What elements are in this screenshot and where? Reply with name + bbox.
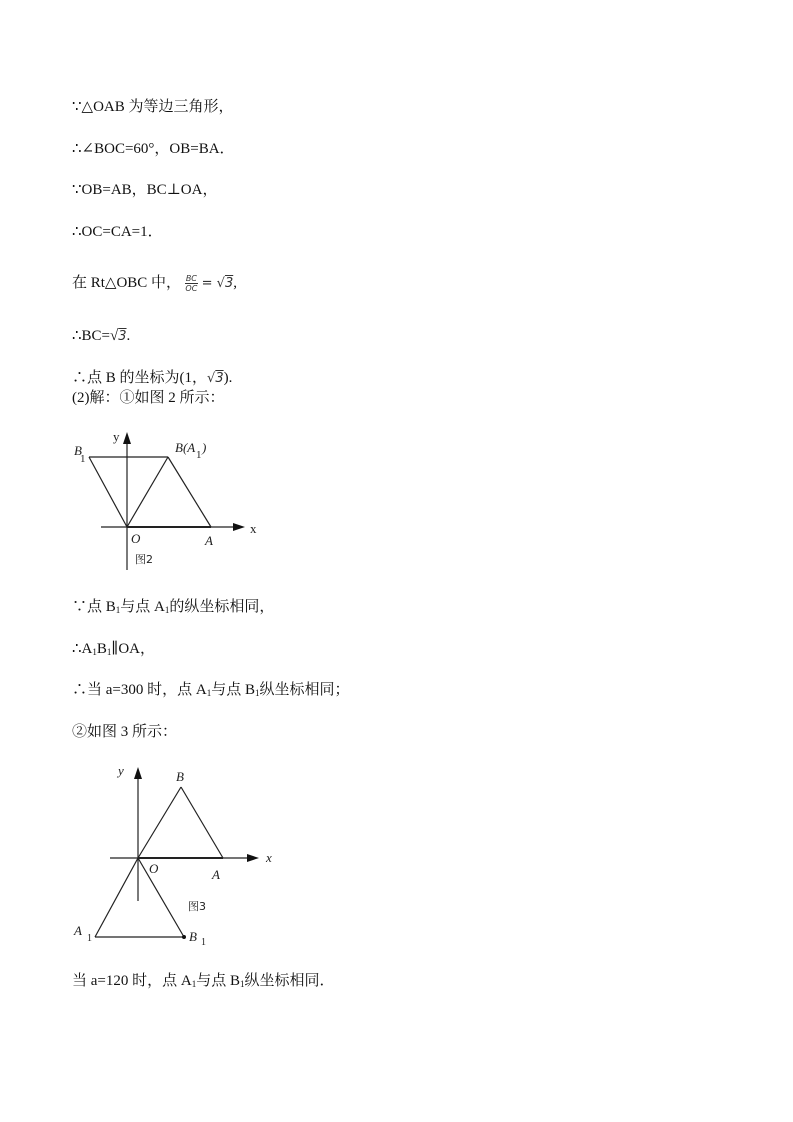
label-b-a1: B(A	[175, 440, 196, 455]
text: ∴BC=√	[72, 328, 119, 344]
segment-o-a1	[95, 858, 138, 937]
radicand: 3	[215, 371, 224, 386]
text: 与点 B	[196, 973, 240, 989]
text: 纵坐标相同．	[244, 973, 335, 989]
label-a: A	[212, 867, 220, 882]
text: ∴点 B 的坐标为(1，	[72, 370, 208, 386]
text: (2)解：①如图 2 所示：	[72, 390, 225, 406]
equals-sqrt: = √	[201, 276, 225, 291]
text: 当 a=120 时，点 A	[72, 973, 192, 989]
subscript: 1	[106, 647, 112, 657]
text: 纵坐标相同；	[259, 682, 350, 698]
proof-line-13	[72, 972, 334, 993]
text: ∥OA，	[111, 641, 156, 657]
label-b: B	[176, 769, 184, 784]
x-axis-arrow-icon	[247, 854, 259, 862]
subscript: 1	[206, 688, 212, 698]
label-b1: B	[189, 929, 197, 944]
fraction-numerator: BC	[185, 274, 197, 284]
figure-2-caption: 图2	[135, 553, 153, 566]
text: ).	[223, 370, 233, 386]
label-a: A	[205, 533, 213, 548]
text: .	[126, 328, 131, 344]
text: ,	[233, 275, 237, 291]
label-b1: B	[74, 443, 82, 458]
subscript: 1	[92, 647, 97, 657]
radicand: 3	[224, 276, 234, 291]
text: ∵点 B	[72, 599, 116, 615]
text: 的纵坐标相同，	[169, 599, 275, 615]
subscript: 1	[239, 979, 245, 989]
y-axis-arrow-icon	[134, 767, 142, 779]
text: ∴当 a=300 时，点 A	[72, 682, 207, 698]
text: 在 Rt△OBC 中，	[72, 275, 182, 291]
text: ∵△OAB 为等边三角形，	[72, 99, 234, 115]
text: 与点 A	[120, 599, 165, 615]
label-x: x	[250, 521, 257, 536]
point-b1-dot-icon	[182, 935, 186, 939]
label-y: y	[118, 763, 124, 778]
subscript: 1	[254, 688, 260, 698]
figure-3-caption: 图3	[188, 900, 206, 913]
text: ②如图 3 所示：	[72, 724, 178, 740]
radicand: 3	[118, 329, 127, 344]
text: B	[96, 641, 107, 657]
text: ∴A	[72, 641, 93, 657]
text: ∵OB=AB，BC⊥OA，	[72, 182, 218, 198]
label-a1: A	[74, 923, 82, 938]
label-b-a1-close: )	[202, 440, 207, 455]
label-b-a1-sub: 1	[196, 449, 202, 461]
label-y: y	[113, 429, 120, 444]
subscript: 1	[191, 979, 197, 989]
segment-o-b1	[138, 858, 184, 937]
label-b1-sub: 1	[80, 453, 86, 465]
fraction-denominator: OC	[185, 284, 198, 294]
label-o: O	[131, 531, 141, 546]
segment-o-b	[138, 787, 181, 858]
sqrt-sign: √	[207, 371, 216, 386]
text: ∴∠BOC=60°，OB=BA．	[72, 141, 235, 157]
text: 与点 B	[211, 682, 255, 698]
label-b1-sub: 1	[201, 937, 206, 948]
subscript: 1	[115, 605, 121, 615]
subscript: 1	[164, 605, 170, 615]
segment-b-a	[181, 787, 223, 858]
text: ∴OC=CA=1．	[72, 224, 163, 240]
label-a1-sub: 1	[87, 933, 92, 944]
label-o: O	[149, 861, 159, 876]
label-x: x	[266, 850, 272, 865]
